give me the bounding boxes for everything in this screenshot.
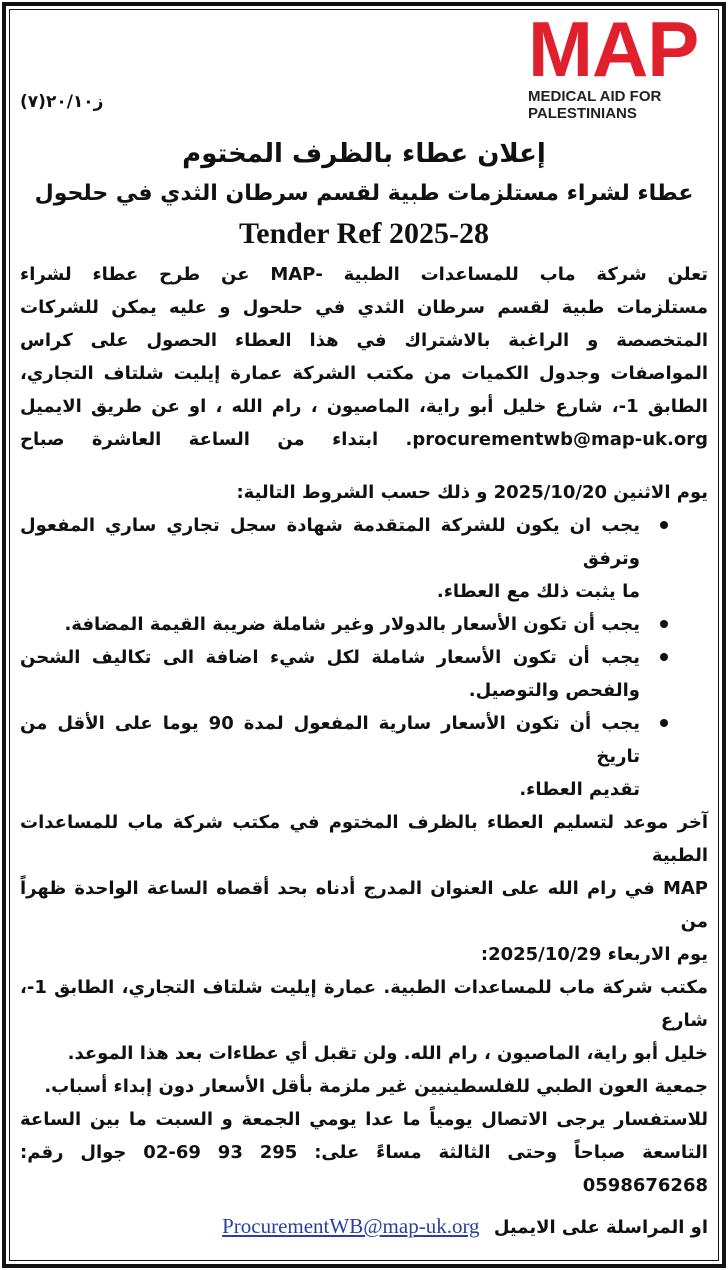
bullet-icon: [660, 521, 668, 529]
logo-wordmark: MAP: [528, 5, 699, 93]
closing-line: آخر موعد لتسليم العطاء بالظرف المختوم في مكتب شركة ماب للمساعدات الطبية: [20, 812, 708, 866]
closing-line: يوم الاربعاء 2025/10/29:: [480, 944, 708, 965]
condition-item: [20, 707, 708, 806]
spacer: [20, 456, 708, 476]
page-title: إعلان عطاء بالظرف المختوم: [182, 139, 546, 169]
intro-line: الطابق 1-، شارع خليل أبو راية، الماصيون ، رام الله ، او عن طريق الايميل: [20, 396, 708, 417]
intro-line: مستلزمات طبية لقسم سرطان الثدي في حلحول و عليه يمكن للشركات: [20, 297, 708, 318]
logo-subtitle-1: MEDICAL AID FOR: [528, 88, 662, 105]
condition-item: [20, 509, 708, 608]
logo-subtitle-2: PALESTINIANS: [528, 105, 637, 122]
bullet-icon: [660, 620, 668, 628]
closing-line: خليل أبو راية، الماصيون ، رام الله. ولن تقبل أي عطاءات بعد هذا الموعد.: [67, 1043, 708, 1064]
condition-text: يجب أن تكون الأسعار بالدولار وغير شاملة ضريبة القيمة المضافة.: [64, 614, 640, 635]
condition-text: يجب ان يكون للشركة المتقدمة شهادة سجل تجاري ساري المفعول وترفق: [20, 515, 640, 569]
tender-reference: Tender Ref 2025-28: [239, 217, 489, 250]
intro-line: procurementwb@map-uk.org. ابتداء من الساعة العاشرة صباح: [20, 429, 708, 450]
tender-subject: عطاء لشراء مستلزمات طبية لقسم سرطان الثدي في حلحول: [34, 181, 694, 206]
email-prefix: او المراسلة على الايميل: [493, 1217, 708, 1238]
closing-line: التاسعة صباحاً وحتى الثالثة مساءً على: 295 93 69-02 جوال رقم: 0598676268: [20, 1142, 708, 1196]
condition-text: يجب أن تكون الأسعار سارية المفعول لمدة 90 يوما على الأقل من تاريخ: [20, 713, 641, 767]
condition-text-cont: والفحص والتوصيل.: [468, 680, 640, 701]
ad-reference-code: ز٢٠/١٠(٧): [20, 92, 104, 112]
closing-line: MAP في رام الله على العنوان المدرج أدناه بحد أقصاه الساعة الواحدة ظهراً من: [20, 878, 708, 932]
intro-line: المتخصصة و الراغبة بالاشتراك في هذا العطاء الحصول على كراس: [20, 330, 708, 351]
bullet-icon: [660, 719, 668, 727]
email-row: [20, 1208, 708, 1246]
condition-item: [20, 608, 708, 641]
condition-item: [20, 641, 708, 707]
condition-text-cont: ما يثبت ذلك مع العطاء.: [436, 581, 640, 602]
intro-line: المواصفات وجدول الكميات من مكتب الشركة عمارة إيليت شلتاف التجاري،: [20, 363, 708, 384]
intro-line: تعلن شركة ماب للمساعدات الطبية -MAP عن طرح عطاء لشراء: [20, 264, 708, 285]
closing-line: مكتب شركة ماب للمساعدات الطبية. عمارة إيليت شلتاف التجاري، الطابق 1-، شارع: [20, 977, 708, 1031]
bullet-icon: [660, 653, 668, 661]
intro-line: يوم الاثنين 2025/10/20 و ذلك حسب الشروط التالية:: [236, 482, 708, 503]
closing-line: للاستفسار يرجى الاتصال يومياً ما عدا يومي الجمعة و السبت ما بين الساعة: [20, 1109, 708, 1130]
condition-text: يجب أن تكون الأسعار شاملة لكل شيء اضافة الى تكاليف الشحن: [20, 647, 640, 668]
email-link[interactable]: ProcurementWB@map-uk.org: [222, 1214, 480, 1238]
condition-text-cont: تقديم العطاء.: [519, 779, 640, 800]
closing-line: جمعية العون الطبي للفلسطينيين غير ملزمة بأقل الأسعار دون إبداء أسباب.: [44, 1076, 708, 1097]
